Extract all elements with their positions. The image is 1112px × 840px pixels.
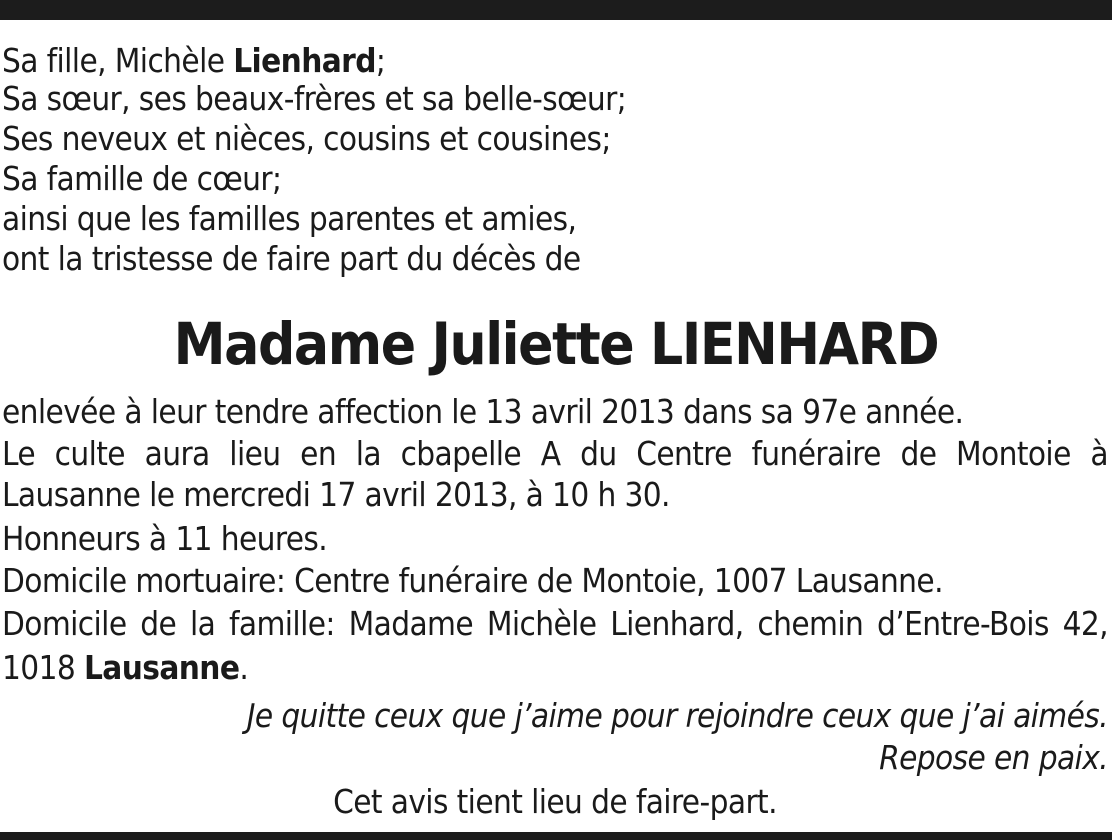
intro-line-nephews: Ses neveux et nièces, cousins et cousines; <box>2 119 611 158</box>
top-rule <box>0 0 1112 20</box>
details-line-postcode <box>2 649 1108 687</box>
intro-line-daughter-punct: ; <box>375 41 386 80</box>
details-line-honours: Honneurs à 11 heures. <box>2 519 328 558</box>
intro-line-announcement: ont la tristesse de faire part du décès de <box>2 239 581 278</box>
details-line-death: enlevée à leur tendre affection le 13 avril 2013 dans sa 97e année. <box>2 392 964 431</box>
details-line-mortuary: Domicile mortuaire: Centre funéraire de Montoie, 1007 Lausanne. <box>2 561 943 600</box>
intro-line-daughter <box>2 42 1108 80</box>
intro-line-family: Sa famille de cœur; <box>2 159 282 198</box>
intro-line-sister: Sa sœur, ses beaux-frères et sa belle-sœur; <box>2 79 627 118</box>
postcode-punct: . <box>239 648 249 687</box>
details-line-family-address: Domicile de la famille: Madame Michèle Lienhard, chemin d’Entre-Bois 42, <box>2 604 1108 643</box>
bottom-rule <box>0 832 1112 840</box>
postcode-text: 1018 <box>2 648 84 687</box>
details-line-service-date: Lausanne le mercredi 17 avril 2013, à 10 h 30. <box>2 475 670 514</box>
quote-line-1: Je quitte ceux que j’aime pour rejoindre ceux que j’ai aimés. <box>246 696 1108 735</box>
footer-note: Cet avis tient lieu de faire-part. <box>333 782 777 821</box>
quote-line-2: Repose en paix. <box>879 738 1108 777</box>
intro-line-families: ainsi que les familles parentes et amies, <box>2 199 577 238</box>
intro-line-daughter-text: Sa fille, Michèle <box>2 41 234 80</box>
daughter-surname: Lienhard <box>233 41 376 80</box>
city-name: Lausanne <box>83 648 240 687</box>
details-line-service: Le culte aura lieu en la cbapelle A du Centre funéraire de Montoie à <box>2 434 1108 473</box>
deceased-name: Madame Juliette LIENHARD <box>173 310 939 378</box>
